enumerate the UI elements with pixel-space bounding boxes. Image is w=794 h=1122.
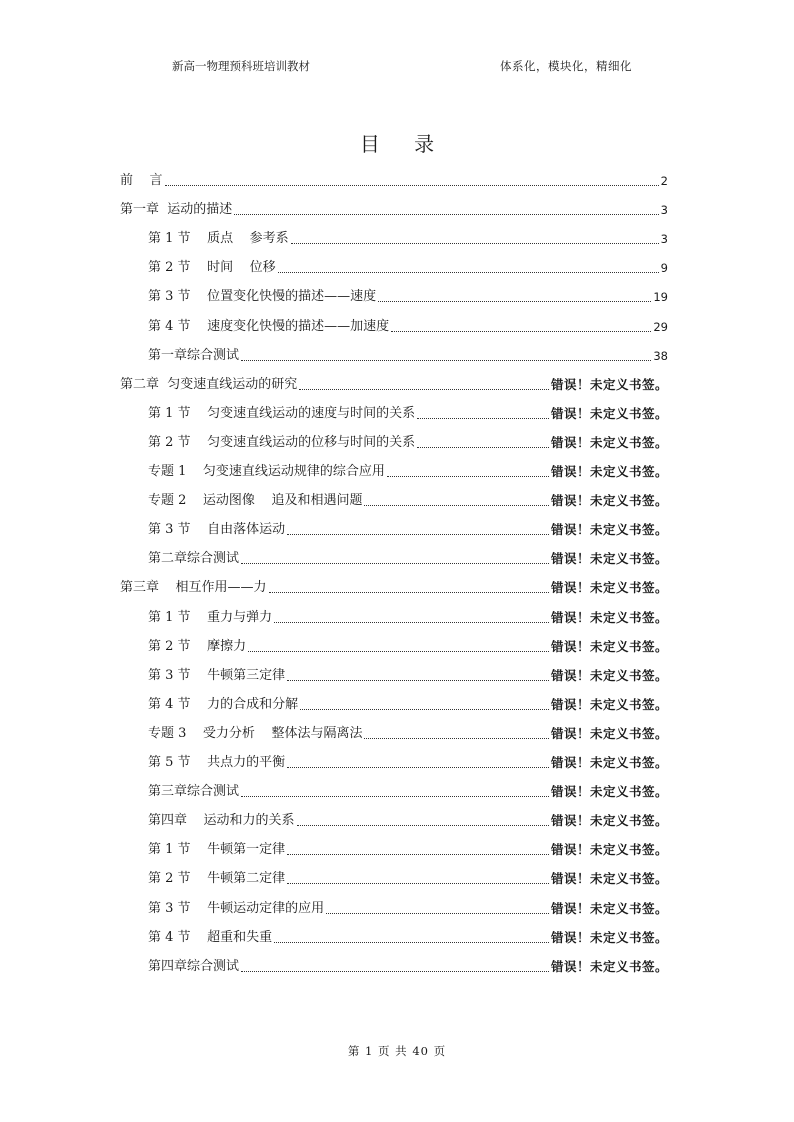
toc-leader-dots: [287, 853, 549, 855]
toc-entry-page: 错误！未定义书签。: [550, 435, 668, 450]
toc-entry[interactable]: [148, 864, 668, 888]
toc-entry[interactable]: [148, 457, 668, 481]
toc-leader-dots: [364, 737, 549, 739]
toc-entry[interactable]: [148, 748, 668, 772]
toc-entry[interactable]: [148, 544, 668, 568]
toc-entry-page: 错误！未定义书签。: [550, 610, 668, 625]
toc-entry-label: 专题 1 匀变速直线运动规律的综合应用: [148, 464, 385, 479]
toc-entry-label: 第 1 节 牛顿第一定律: [148, 842, 286, 857]
toc-entry[interactable]: [148, 486, 668, 510]
toc-entry-page: 错误！未定义书签。: [550, 580, 668, 595]
toc-entry-label: 第 2 节 摩擦力: [148, 639, 247, 654]
toc-entry-label: 第 3 节 位置变化快慢的描述——速度: [148, 289, 377, 304]
toc-entry-page: 29: [653, 320, 668, 334]
toc-entry-page: 错误！未定义书签。: [550, 493, 668, 508]
toc-leader-dots: [241, 562, 549, 564]
toc-leader-dots: [417, 417, 549, 419]
toc-entry-page: 错误！未定义书签。: [550, 406, 668, 421]
toc-entry-label: 第 4 节 速度变化快慢的描述——加速度: [148, 319, 390, 334]
header-slogan: 体系化，模块化，精细化: [500, 59, 632, 73]
toc-entry-page: 2: [660, 174, 668, 188]
toc-leader-dots: [287, 679, 549, 681]
toc-entry[interactable]: [120, 370, 668, 394]
page-footer: 第 1 页 共 40 页: [347, 1044, 447, 1058]
toc-entry-label: 专题 3 受力分析 整体法与隔离法: [148, 726, 363, 741]
toc-leader-dots: [241, 970, 549, 972]
toc-leader-dots: [391, 330, 651, 332]
toc-leader-dots: [234, 213, 658, 215]
toc-leader-dots: [274, 621, 549, 623]
toc-entry[interactable]: [148, 341, 668, 365]
toc-entry-label: 第 2 节 时间 位移: [148, 260, 276, 275]
toc-entry-label: 第三章 相互作用——力: [120, 580, 267, 595]
toc-entry[interactable]: [120, 166, 668, 190]
toc-entry[interactable]: [148, 282, 668, 306]
toc-entry-page: 错误！未定义书签。: [550, 522, 668, 537]
toc-entry[interactable]: [120, 573, 668, 597]
toc-entry[interactable]: [148, 806, 668, 830]
toc-leader-dots: [287, 533, 549, 535]
toc-entry[interactable]: [148, 515, 668, 539]
toc-leader-dots: [241, 795, 549, 797]
toc-entry-label: 第一章 运动的描述: [120, 202, 233, 217]
toc-entry-page: 错误！未定义书签。: [550, 813, 668, 828]
toc-entry-label: 第四章综合测试: [148, 959, 240, 974]
toc-entry-label: 第 4 节 超重和失重: [148, 930, 273, 945]
toc-entry-page: 错误！未定义书签。: [550, 959, 668, 974]
toc-leader-dots: [387, 475, 549, 477]
toc-entry-page: 错误！未定义书签。: [550, 464, 668, 479]
toc-entry-page: 错误！未定义书签。: [550, 784, 668, 799]
toc-entry-label: 第四章 运动和力的关系: [148, 813, 295, 828]
toc-entry-label: 第 1 节 匀变速直线运动的速度与时间的关系: [148, 406, 416, 421]
toc-leader-dots: [297, 824, 549, 826]
toc-entry[interactable]: [148, 632, 668, 656]
toc-entry-page: 错误！未定义书签。: [550, 901, 668, 916]
toc-entry[interactable]: [148, 952, 668, 976]
toc-entry-label: 前 言: [120, 173, 163, 188]
toc-entry-page: 错误！未定义书签。: [550, 639, 668, 654]
toc-leader-dots: [274, 941, 549, 943]
toc-entry-page: 错误！未定义书签。: [550, 842, 668, 857]
toc-entry[interactable]: [148, 253, 668, 277]
toc-entry-label: 第 4 节 力的合成和分解: [148, 697, 299, 712]
toc-leader-dots: [300, 708, 549, 710]
toc-entry-label: 第一章综合测试: [148, 348, 240, 363]
toc-entry-label: 专题 2 运动图像 追及和相遇问题: [148, 493, 363, 508]
toc-entry[interactable]: [148, 661, 668, 685]
toc-leader-dots: [248, 650, 549, 652]
toc-entry-label: 第 5 节 共点力的平衡: [148, 755, 286, 770]
toc-leader-dots: [417, 446, 549, 448]
toc-leader-dots: [287, 882, 549, 884]
toc-entry-page: 错误！未定义书签。: [550, 377, 668, 392]
toc-entry-label: 第二章 匀变速直线运动的研究: [120, 377, 298, 392]
toc-entry-page: 9: [660, 261, 668, 275]
toc-entry[interactable]: [148, 719, 668, 743]
toc-leader-dots: [364, 504, 549, 506]
toc-entry-page: 错误！未定义书签。: [550, 551, 668, 566]
toc-entry[interactable]: [148, 835, 668, 859]
toc-entry[interactable]: [148, 603, 668, 627]
toc-leader-dots: [287, 766, 549, 768]
toc-entry-label: 第 2 节 匀变速直线运动的位移与时间的关系: [148, 435, 416, 450]
toc-leader-dots: [299, 388, 549, 390]
header-book-title: 新高一物理预科班培训教材: [172, 59, 310, 73]
toc-entry-page: 错误！未定义书签。: [550, 697, 668, 712]
toc-entry-page: 错误！未定义书签。: [550, 726, 668, 741]
page-header: [0, 58, 794, 78]
toc-entry-label: 第 3 节 牛顿运动定律的应用: [148, 901, 325, 916]
toc-entry-label: 第 3 节 牛顿第三定律: [148, 668, 286, 683]
toc-entry-label: 第三章综合测试: [148, 784, 240, 799]
toc-entry-page: 错误！未定义书签。: [550, 668, 668, 683]
toc-leader-dots: [278, 271, 659, 273]
toc-entry-label: 第二章综合测试: [148, 551, 240, 566]
toc-entry-label: 第 1 节 重力与弹力: [148, 610, 273, 625]
toc-entry[interactable]: [148, 399, 668, 423]
toc-entry-page: 19: [653, 290, 668, 304]
toc-leader-dots: [378, 300, 651, 302]
toc-entry[interactable]: [148, 224, 668, 248]
toc-entry-page: 错误！未定义书签。: [550, 871, 668, 886]
toc-leader-dots: [326, 912, 549, 914]
toc-entry[interactable]: [120, 195, 668, 219]
toc-leader-dots: [241, 359, 651, 361]
toc-entry-page: 3: [660, 203, 668, 217]
toc-entry-page: 错误！未定义书签。: [550, 755, 668, 770]
toc-leader-dots: [291, 242, 659, 244]
toc-entry[interactable]: [148, 690, 668, 714]
toc-entry[interactable]: [148, 777, 668, 801]
toc-entry-page: 3: [660, 232, 668, 246]
toc-entry-label: 第 1 节 质点 参考系: [148, 231, 289, 246]
toc-leader-dots: [269, 591, 549, 593]
toc-leader-dots: [165, 184, 659, 186]
toc-entry[interactable]: [148, 894, 668, 918]
toc-entry-page: 错误！未定义书签。: [550, 930, 668, 945]
toc-entry-page: 38: [653, 349, 668, 363]
toc-entry[interactable]: [148, 923, 668, 947]
page-title: 目 录: [359, 132, 449, 156]
toc-entry-label: 第 2 节 牛顿第二定律: [148, 871, 286, 886]
toc-entry[interactable]: [148, 428, 668, 452]
toc-entry-label: 第 3 节 自由落体运动: [148, 522, 286, 537]
toc-entry[interactable]: [148, 312, 668, 336]
